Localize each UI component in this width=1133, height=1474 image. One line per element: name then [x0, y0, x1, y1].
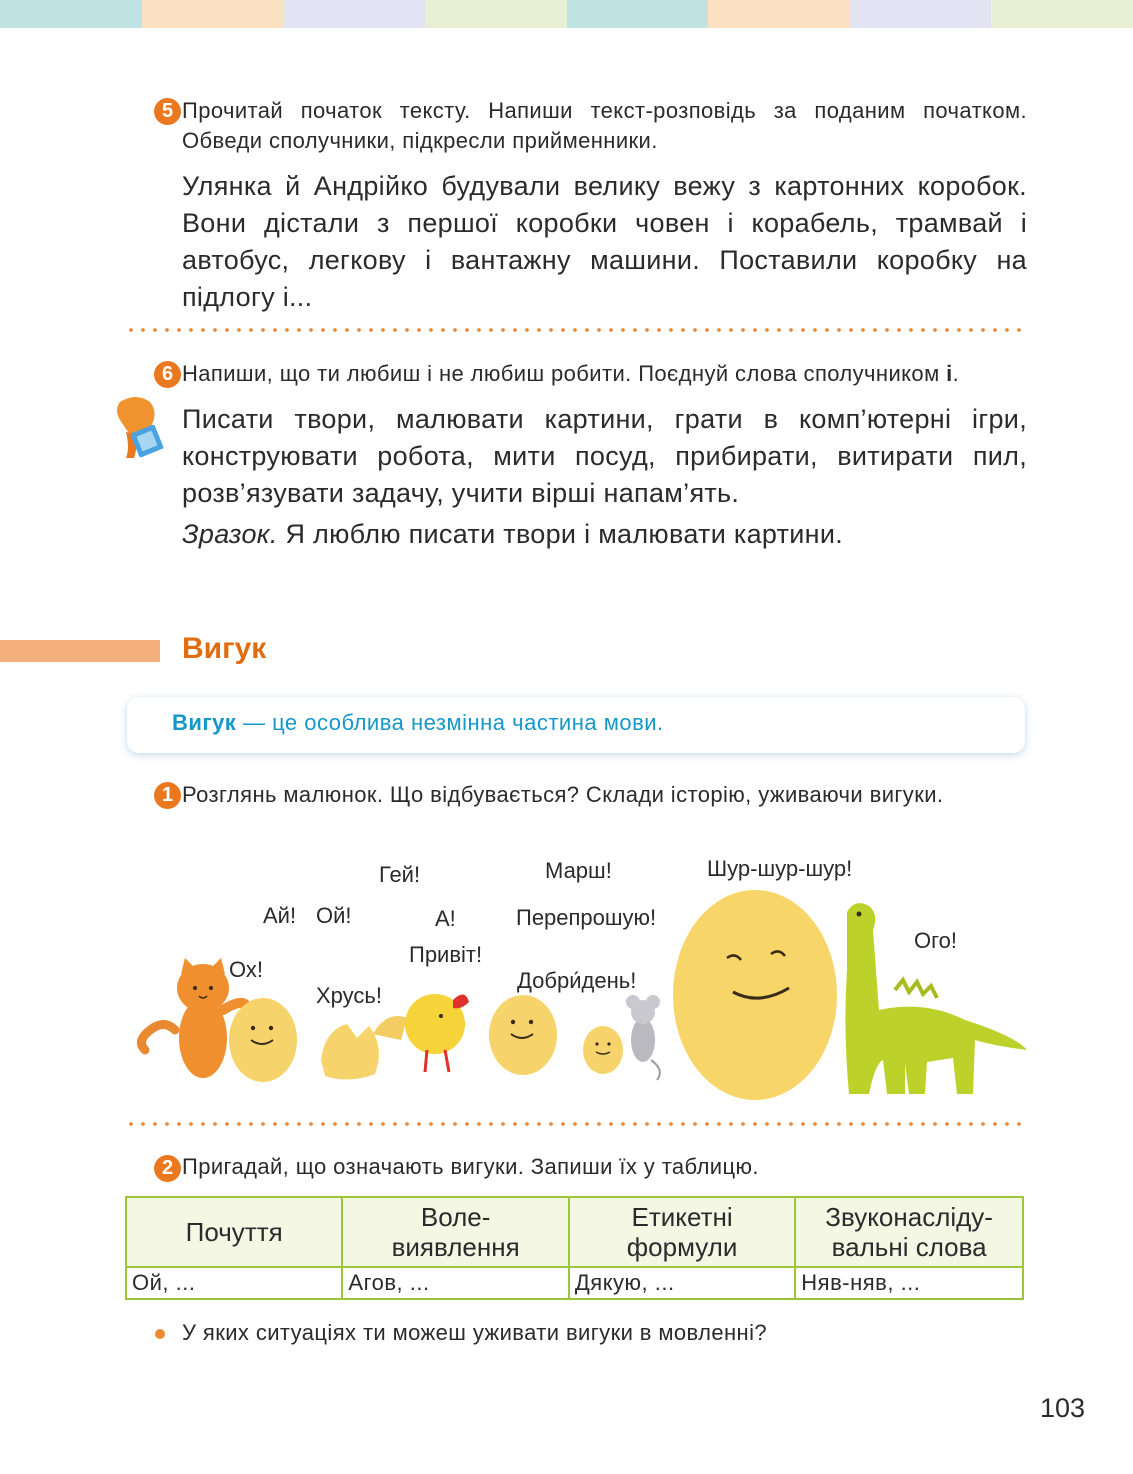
table-cell: Дякую, ...: [569, 1267, 795, 1299]
task-6: [182, 359, 1027, 553]
table-cell: Агов, ...: [342, 1267, 568, 1299]
table-header-row: [126, 1197, 1023, 1267]
page-number: 103: [1040, 1393, 1086, 1423]
egg-icon: [229, 998, 297, 1082]
small-egg-icon: [583, 1026, 623, 1074]
rule-text: — це особлива незмінна частина мови.: [242, 710, 664, 735]
task-1-number: 1: [154, 782, 181, 809]
strip-segment: [142, 0, 284, 28]
rule-box: [127, 697, 1025, 753]
table-cell: Ой, ...: [126, 1267, 342, 1299]
question: [182, 1318, 1027, 1348]
example-label: Зразок.: [182, 519, 278, 549]
strip-segment: [425, 0, 567, 28]
interjection: Ох!: [229, 957, 263, 982]
example-text: Я люблю писати твори і малювати картини.: [285, 519, 844, 549]
table-header: [795, 1197, 1023, 1267]
interjection: Ой!: [316, 903, 352, 928]
task-2: [182, 1152, 1027, 1182]
interjection: Хрусь!: [316, 983, 382, 1008]
dotted-divider: [125, 328, 1027, 332]
task-6-text: Писати твори, малювати картини, грати в комп’ютерні ігри, конструювати робота, мити посуд, прибирати, витирати пил, розв’язувати задачу, учити вірші напам’ять.: [182, 404, 1027, 508]
table-row: [126, 1267, 1023, 1299]
header-line: Етикетні: [631, 1202, 733, 1232]
strip-segment: [567, 0, 709, 28]
mouse-icon: [626, 995, 660, 1080]
dotted-divider: [125, 1122, 1027, 1126]
interjection: Гей!: [379, 862, 421, 887]
header-line: Воле-: [420, 1202, 491, 1232]
interjection: Перепрошую!: [516, 905, 657, 930]
rule-term: Вигук: [172, 710, 237, 735]
interjection: Марш!: [545, 858, 612, 883]
interjection: Ай!: [263, 903, 297, 928]
table-header: [342, 1197, 568, 1267]
task-1-instruction: Розглянь малюнок. Що відбувається? Склади історію, уживаючи вигуки.: [182, 782, 944, 807]
task-6-example: [182, 516, 1027, 553]
bullet-icon: [155, 1329, 165, 1339]
header-line: Почуття: [185, 1217, 283, 1247]
task-6-instruction-text: Напиши, що ти любиш і не любиш робити. Поєднуй слова сполучником: [182, 361, 940, 386]
strip-segment: [991, 0, 1133, 28]
interjection: Ого!: [914, 928, 958, 953]
task-6-number: 6: [154, 361, 181, 388]
section-title: Вигук: [182, 632, 267, 665]
task-6-instruction-bold: і: [946, 361, 953, 386]
task-1: [182, 780, 1027, 810]
illustration-scene: [135, 850, 1030, 1100]
table-header: [569, 1197, 795, 1267]
top-color-strip: [0, 0, 1133, 28]
chick-icon: [405, 994, 469, 1072]
interjections-table: [125, 1196, 1024, 1300]
strip-segment: [708, 0, 850, 28]
interjection: Привіт!: [409, 942, 483, 967]
task-5-instruction: Прочитай початок тексту. Напиши текст-розповідь за поданим початком. Обведи сполучники, підкресли прийменники.: [182, 98, 1027, 153]
section-bar: [0, 640, 160, 662]
table-header: [126, 1197, 342, 1267]
strip-segment: [283, 0, 425, 28]
question-text: У яких ситуаціях ти можеш уживати вигуки в мовленні?: [182, 1320, 768, 1345]
hand-with-notebook-icon: [106, 392, 168, 462]
interjection: Шур-шур-шур!: [707, 856, 853, 881]
table-cell: Няв-няв, ...: [795, 1267, 1023, 1299]
task-2-number: 2: [154, 1155, 181, 1182]
task-5-text: Улянка й Андрійко будували велику вежу з картонних коробок. Вони дістали з першої коробки човен і корабель, трамвай і автобус, легкову і вантажну машини. Поставили коробку на підлогу і...: [182, 171, 1027, 312]
big-egg-icon: [673, 890, 837, 1100]
task-2-instruction: Пригадай, що означають вигуки. Запиши їх у таблицю.: [182, 1154, 759, 1179]
header-line: вальні слова: [831, 1232, 987, 1262]
strip-segment: [850, 0, 992, 28]
header-line: Звуконасліду-: [825, 1202, 993, 1232]
task-6-instruction: [182, 359, 1027, 389]
header-line: формули: [626, 1232, 738, 1262]
interjection: Добри́день!: [517, 968, 637, 993]
strip-segment: [0, 0, 142, 28]
task-5-number: 5: [154, 98, 181, 125]
egg-icon: [489, 995, 557, 1075]
header-line: виявлення: [391, 1232, 520, 1262]
task-5: [182, 96, 1027, 316]
task-6-instruction-end: .: [952, 361, 960, 386]
broken-egg-icon: [321, 1016, 407, 1080]
interjection: А!: [435, 906, 456, 931]
